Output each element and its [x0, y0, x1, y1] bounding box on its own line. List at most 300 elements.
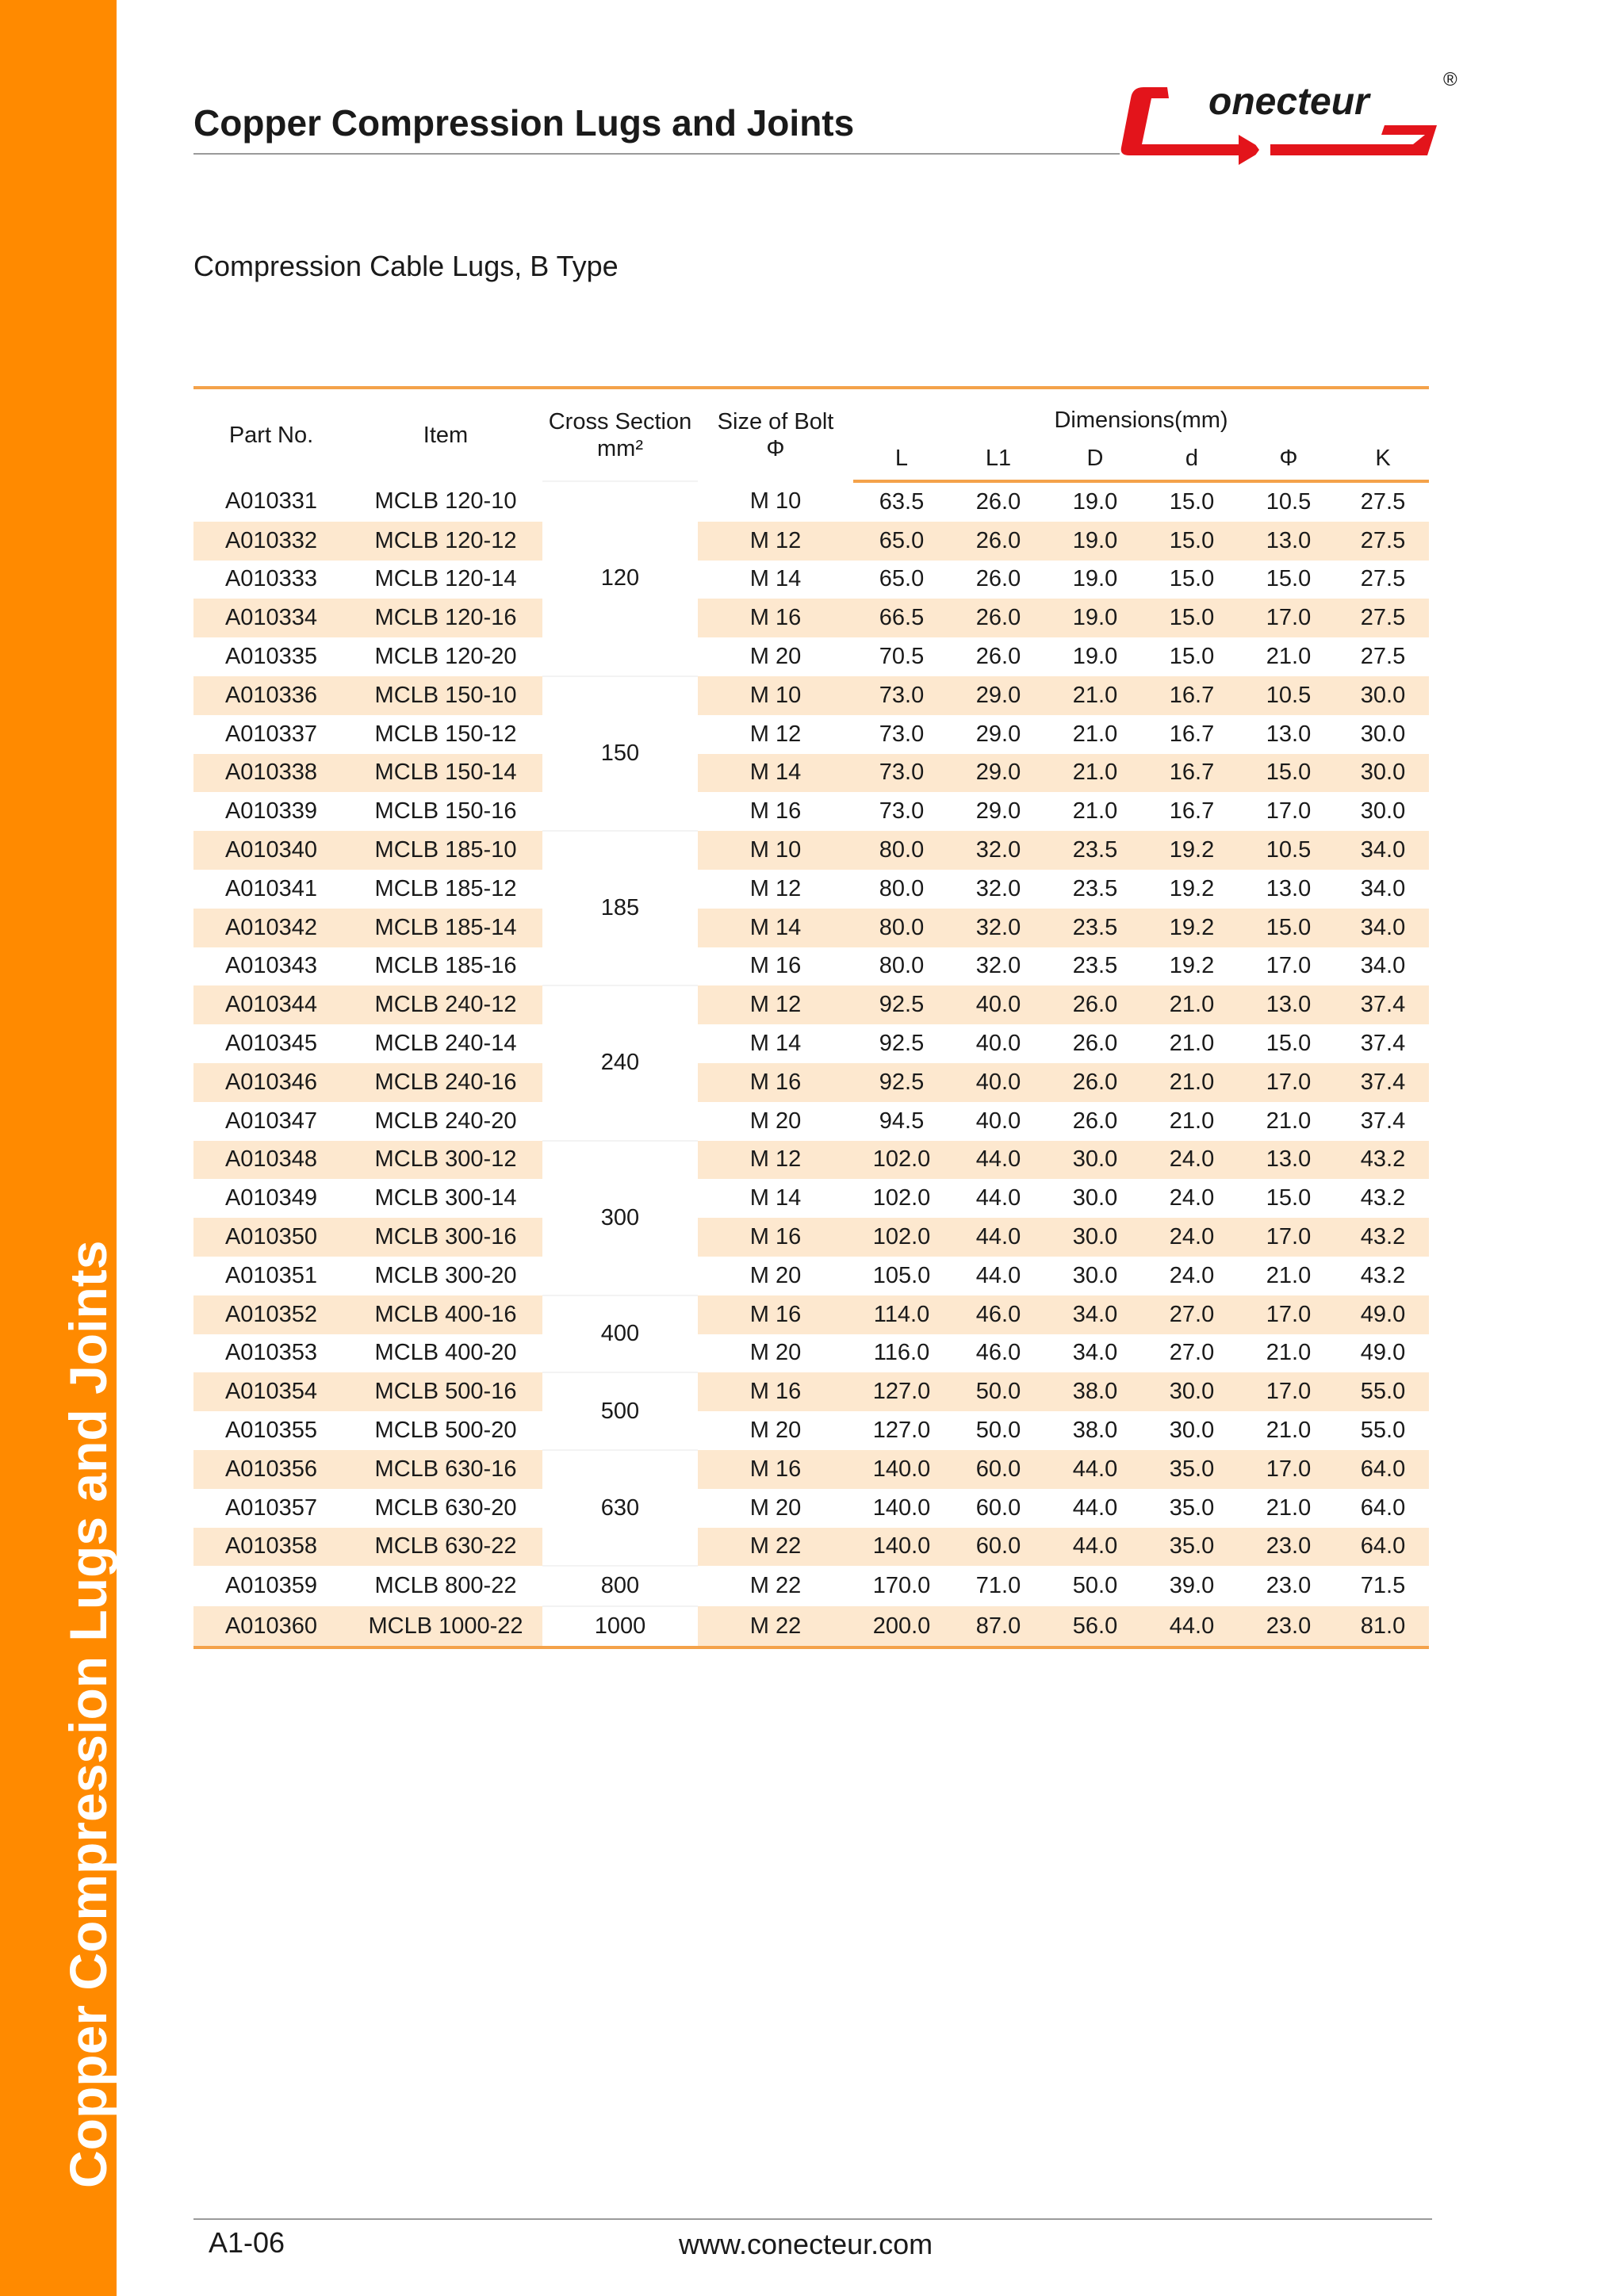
table-row: [193, 1218, 1429, 1257]
cell-dim-d-lower: 35.0: [1143, 1528, 1240, 1567]
cell-dim-l: 140.0: [853, 1528, 950, 1567]
cell-dim-k: 34.0: [1337, 909, 1429, 947]
side-banner-text: Copper Compression Lugs and Joints: [59, 1240, 117, 2188]
cell-part-no: A010345: [224, 1031, 318, 1057]
cell-dim-k: 30.0: [1337, 754, 1429, 793]
table-row: [193, 1257, 1429, 1295]
cell-part-no: A010348: [193, 1141, 349, 1180]
cell-dim-d-lower: 21.0: [1169, 1031, 1215, 1057]
cell-dim-phi: 23.0: [1240, 1528, 1337, 1567]
footer-divider: [193, 2218, 1432, 2220]
cell-dim-d-lower: 15.0: [1169, 644, 1215, 670]
header-dim-l: L: [853, 437, 950, 481]
cell-part-no: A010354: [193, 1372, 349, 1411]
table-row: [193, 831, 1429, 870]
cell-part-no: A010351: [224, 1262, 318, 1288]
cell-dim-k: 55.0: [1360, 1418, 1406, 1444]
cell-dim-l1: 32.0: [950, 831, 1047, 870]
cell-bolt: M 22: [698, 1528, 853, 1567]
cell-dim-l1: 60.0: [950, 1450, 1047, 1489]
cell-dim-phi: 17.0: [1240, 599, 1337, 637]
cell-dim-l: 94.5: [879, 1108, 925, 1134]
cell-dim-l: 92.5: [853, 985, 950, 1024]
header-divider: [193, 153, 1120, 155]
cell-dim-l1: 26.0: [975, 566, 1021, 592]
cell-dim-d-upper: 26.0: [1072, 1031, 1118, 1057]
cell-bolt: M 20: [749, 1494, 802, 1521]
cell-dim-phi: 21.0: [1266, 1108, 1312, 1134]
cell-item: MCLB 400-16: [349, 1295, 542, 1334]
header-bolt-size: [698, 388, 853, 481]
cell-dim-l: 102.0: [872, 1185, 931, 1211]
cell-dim-k: 30.0: [1360, 798, 1406, 825]
cell-part-no: A010337: [224, 721, 318, 747]
cell-item: MCLB 240-12: [349, 985, 542, 1024]
cell-dim-l1: 26.0: [975, 644, 1021, 670]
cell-dim-l1: 40.0: [975, 1108, 1021, 1134]
cell-bolt: M 20: [749, 644, 802, 670]
cell-dim-phi: 23.0: [1266, 1573, 1312, 1599]
cell-dim-phi: 10.5: [1266, 488, 1312, 515]
cell-bolt: M 16: [698, 1372, 853, 1411]
cell-cross-section: 185: [542, 831, 698, 985]
header-dim-k: K: [1337, 437, 1429, 481]
cell-dim-k: 43.2: [1337, 1218, 1429, 1257]
cell-bolt: M 12: [749, 875, 802, 901]
cell-dim-d-lower: 35.0: [1169, 1494, 1215, 1521]
cell-dim-k: 27.5: [1360, 644, 1406, 670]
cell-part-no: A010357: [224, 1494, 318, 1521]
cell-dim-l1: 71.0: [975, 1573, 1021, 1599]
cell-dim-l1: 40.0: [950, 985, 1047, 1024]
cell-dim-d-upper: 30.0: [1047, 1218, 1143, 1257]
table-row: [193, 1450, 1429, 1489]
cell-dim-phi: 17.0: [1240, 1295, 1337, 1334]
cell-item: MCLB 120-14: [374, 566, 517, 592]
header-dim-d-upper: D: [1047, 437, 1143, 481]
cell-dim-l1: 32.0: [950, 909, 1047, 947]
cell-bolt: M 16: [698, 1450, 853, 1489]
cell-dim-k: 27.5: [1360, 566, 1406, 592]
table-row: [193, 481, 1429, 522]
cell-dim-phi: 17.0: [1240, 1450, 1337, 1489]
cell-item: MCLB 120-12: [349, 522, 542, 561]
cell-dim-k: 30.0: [1337, 676, 1429, 715]
cell-bolt: M 12: [698, 522, 853, 561]
cell-dim-l: 80.0: [879, 953, 925, 979]
cell-dim-d-lower: 21.0: [1143, 1063, 1240, 1102]
cell-bolt: M 22: [698, 1606, 853, 1647]
cell-dim-k: 37.4: [1337, 1063, 1429, 1102]
cell-item: MCLB 120-16: [349, 599, 542, 637]
cell-item: MCLB 185-12: [374, 875, 517, 901]
cell-dim-k: 64.0: [1337, 1528, 1429, 1567]
cell-part-no: A010352: [193, 1295, 349, 1334]
cell-part-no: A010343: [224, 953, 318, 979]
cell-dim-d-upper: 26.0: [1047, 1063, 1143, 1102]
cell-dim-d-lower: 19.2: [1143, 909, 1240, 947]
cell-cross-section: 300: [542, 1141, 698, 1295]
cell-dim-l1: 32.0: [975, 875, 1021, 901]
cell-bolt: M 12: [698, 985, 853, 1024]
cell-bolt: M 16: [698, 1295, 853, 1334]
logo-wordmark: onecteur: [1208, 81, 1369, 123]
cell-dim-l1: 26.0: [950, 599, 1047, 637]
cell-dim-k: 71.5: [1360, 1573, 1406, 1599]
cell-dim-d-upper: 23.5: [1072, 875, 1118, 901]
cell-dim-d-lower: 24.0: [1169, 1262, 1215, 1288]
cell-item: MCLB 240-16: [349, 1063, 542, 1102]
cell-part-no: A010359: [224, 1573, 318, 1599]
cell-dim-l: 105.0: [872, 1262, 931, 1288]
spec-table-body: [193, 481, 1429, 1647]
cell-item: MCLB 150-16: [374, 798, 517, 825]
cell-dim-l: 65.0: [879, 566, 925, 592]
cell-dim-d-upper: 30.0: [1072, 1185, 1118, 1211]
cell-dim-k: 30.0: [1360, 721, 1406, 747]
cell-dim-l: 73.0: [853, 676, 950, 715]
cell-dim-d-lower: 16.7: [1143, 754, 1240, 793]
cell-part-no: A010355: [224, 1418, 318, 1444]
cell-item: MCLB 300-20: [374, 1262, 517, 1288]
cell-item: MCLB 300-14: [374, 1185, 517, 1211]
table-row: [193, 947, 1429, 986]
cell-bolt: M 16: [698, 1063, 853, 1102]
cell-part-no: A010356: [193, 1450, 349, 1489]
cell-bolt: M 14: [698, 909, 853, 947]
cell-item: MCLB 240-20: [374, 1108, 517, 1134]
cell-dim-l: 73.0: [853, 754, 950, 793]
cell-dim-l1: 60.0: [975, 1494, 1021, 1521]
cell-dim-phi: 21.0: [1266, 1418, 1312, 1444]
cell-dim-d-upper: 44.0: [1047, 1528, 1143, 1567]
cell-item: MCLB 150-14: [349, 754, 542, 793]
cell-dim-d-upper: 21.0: [1047, 676, 1143, 715]
cell-cross-section: 630: [542, 1450, 698, 1566]
cell-dim-l1: 87.0: [950, 1606, 1047, 1647]
table-row: [193, 1334, 1429, 1373]
table-row: [193, 1295, 1429, 1334]
cell-item: MCLB 1000-22: [349, 1606, 542, 1647]
cell-dim-phi: 21.0: [1266, 1340, 1312, 1366]
cell-dim-d-upper: 30.0: [1047, 1141, 1143, 1180]
cell-bolt: M 14: [749, 1031, 802, 1057]
cell-dim-d-upper: 21.0: [1047, 754, 1143, 793]
cell-dim-k: 43.2: [1360, 1185, 1406, 1211]
cell-dim-d-lower: 27.0: [1169, 1340, 1215, 1366]
cell-item: MCLB 185-14: [349, 909, 542, 947]
cell-dim-l: 140.0: [872, 1494, 931, 1521]
cell-bolt: M 20: [749, 1262, 802, 1288]
cell-dim-d-upper: 26.0: [1047, 985, 1143, 1024]
cell-dim-l: 200.0: [853, 1606, 950, 1647]
cell-dim-l: 80.0: [853, 909, 950, 947]
cell-dim-k: 37.4: [1337, 985, 1429, 1024]
cell-dim-d-lower: 19.2: [1169, 875, 1215, 901]
cell-item: MCLB 300-16: [349, 1218, 542, 1257]
cell-dim-phi: 21.0: [1266, 644, 1312, 670]
cell-dim-l1: 44.0: [975, 1262, 1021, 1288]
cell-dim-l: 102.0: [853, 1141, 950, 1180]
cell-dim-l1: 46.0: [950, 1295, 1047, 1334]
cell-dim-l: 80.0: [879, 875, 925, 901]
cell-dim-d-lower: 15.0: [1143, 599, 1240, 637]
cell-dim-d-upper: 19.0: [1072, 488, 1118, 515]
table-row: [193, 1606, 1429, 1647]
cell-dim-l: 114.0: [853, 1295, 950, 1334]
spec-table-container: [193, 386, 1429, 1649]
cell-part-no: A010353: [224, 1340, 318, 1366]
cell-dim-l1: 46.0: [975, 1340, 1021, 1366]
table-row: [193, 909, 1429, 947]
cell-dim-l1: 44.0: [950, 1218, 1047, 1257]
header-part-no: Part No.: [193, 388, 349, 481]
cell-dim-l: 116.0: [873, 1340, 930, 1366]
cell-dim-l1: 26.0: [950, 522, 1047, 561]
spec-table: [193, 386, 1429, 1649]
table-row: [193, 637, 1429, 676]
cell-dim-d-upper: 34.0: [1072, 1340, 1118, 1366]
cell-part-no: A010358: [193, 1528, 349, 1567]
cell-bolt: M 14: [749, 1185, 802, 1211]
cell-dim-k: 55.0: [1337, 1372, 1429, 1411]
cell-item: MCLB 400-20: [374, 1340, 517, 1366]
cell-dim-d-lower: 44.0: [1143, 1606, 1240, 1647]
cell-part-no: A010341: [224, 875, 318, 901]
cell-dim-l: 127.0: [853, 1372, 950, 1411]
cell-dim-d-upper: 34.0: [1047, 1295, 1143, 1334]
cell-dim-d-upper: 38.0: [1072, 1418, 1118, 1444]
cell-cross-section: 150: [542, 676, 698, 831]
table-row: [193, 754, 1429, 793]
table-row: [193, 985, 1429, 1024]
cell-part-no: A010339: [224, 798, 318, 825]
cell-bolt: M 16: [698, 1218, 853, 1257]
side-banner: [0, 0, 117, 2296]
cell-dim-k: 37.4: [1360, 1031, 1406, 1057]
cell-dim-l1: 50.0: [950, 1372, 1047, 1411]
cell-dim-d-lower: 30.0: [1169, 1418, 1215, 1444]
cell-dim-d-upper: 21.0: [1072, 721, 1118, 747]
cell-dim-phi: 10.5: [1240, 831, 1337, 870]
cell-dim-l1: 44.0: [975, 1185, 1021, 1211]
cell-item: MCLB 120-20: [374, 644, 517, 670]
cell-dim-l: 70.5: [879, 644, 925, 670]
cell-dim-d-lower: 15.0: [1169, 566, 1215, 592]
cell-part-no: A010349: [224, 1185, 318, 1211]
cell-item: MCLB 185-16: [374, 953, 517, 979]
cell-dim-d-upper: 26.0: [1072, 1108, 1118, 1134]
cell-dim-d-lower: 16.7: [1169, 721, 1215, 747]
cell-dim-d-upper: 50.0: [1072, 1573, 1118, 1599]
cell-dim-d-upper: 19.0: [1047, 522, 1143, 561]
cell-item: MCLB 500-20: [374, 1418, 517, 1444]
cell-dim-k: 27.5: [1337, 599, 1429, 637]
header-dim-phi: Φ: [1240, 437, 1337, 481]
cell-cross-section: 500: [542, 1372, 698, 1450]
cell-dim-k: 64.0: [1360, 1494, 1406, 1521]
table-row: [193, 792, 1429, 831]
cell-dim-k: 27.5: [1360, 488, 1406, 515]
table-row: [193, 561, 1429, 599]
conecteur-logo: [1120, 62, 1469, 173]
cell-dim-d-lower: 24.0: [1169, 1185, 1215, 1211]
cell-dim-phi: 17.0: [1240, 1063, 1337, 1102]
cell-dim-l1: 44.0: [950, 1141, 1047, 1180]
cell-dim-d-lower: 16.7: [1143, 676, 1240, 715]
table-row: [193, 1489, 1429, 1528]
cell-dim-l1: 32.0: [975, 953, 1021, 979]
cell-dim-k: 34.0: [1360, 953, 1406, 979]
cell-dim-d-lower: 39.0: [1169, 1573, 1215, 1599]
cell-dim-l: 92.5: [879, 1031, 925, 1057]
cell-bolt: M 20: [749, 1108, 802, 1134]
cell-item: MCLB 300-12: [349, 1141, 542, 1180]
cell-item: MCLB 500-16: [349, 1372, 542, 1411]
cell-part-no: A010350: [193, 1218, 349, 1257]
cell-bolt: M 10: [749, 488, 802, 514]
cell-bolt: M 16: [749, 798, 802, 825]
cell-part-no: A010340: [193, 831, 349, 870]
website-link[interactable]: www.conecteur.com: [679, 2228, 933, 2260]
cell-part-no: A010360: [193, 1606, 349, 1647]
cell-dim-k: 34.0: [1337, 831, 1429, 870]
cell-dim-l: 73.0: [879, 721, 925, 747]
cell-dim-d-upper: 19.0: [1047, 599, 1143, 637]
cell-item: MCLB 630-22: [349, 1528, 542, 1567]
table-row: [193, 1528, 1429, 1567]
cell-item: MCLB 240-14: [374, 1031, 517, 1057]
cell-dim-l1: 26.0: [975, 488, 1021, 515]
cell-dim-l: 73.0: [879, 798, 925, 825]
cell-dim-l: 127.0: [872, 1418, 931, 1444]
cell-dim-l1: 29.0: [975, 721, 1021, 747]
section-subtitle: Compression Cable Lugs, B Type: [193, 250, 619, 282]
table-row: [193, 1102, 1429, 1141]
cell-part-no: A010332: [193, 522, 349, 561]
cell-dim-k: 43.2: [1337, 1141, 1429, 1180]
table-row: [193, 870, 1429, 909]
table-row: [193, 1411, 1429, 1450]
cell-bolt: M 20: [749, 1418, 802, 1444]
cell-dim-d-lower: 35.0: [1143, 1450, 1240, 1489]
cell-item: MCLB 150-10: [349, 676, 542, 715]
cell-bolt: M 16: [698, 599, 853, 637]
cell-bolt: M 14: [749, 566, 802, 592]
cell-dim-phi: 15.0: [1266, 1185, 1312, 1211]
header-bolt-line2: Φ: [766, 436, 785, 461]
cell-bolt: M 12: [698, 1141, 853, 1180]
cell-dim-k: 27.5: [1337, 522, 1429, 561]
cell-dim-phi: 13.0: [1240, 985, 1337, 1024]
header-item: Item: [349, 388, 542, 481]
cell-bolt: M 20: [749, 1340, 802, 1366]
header-dim-d-lower: d: [1143, 437, 1240, 481]
table-row: [193, 715, 1429, 754]
table-row: [193, 1024, 1429, 1063]
cell-part-no: A010344: [193, 985, 349, 1024]
cell-dim-l1: 50.0: [975, 1418, 1021, 1444]
cell-dim-l1: 29.0: [950, 676, 1047, 715]
cell-dim-phi: 15.0: [1266, 566, 1312, 592]
cell-dim-phi: 13.0: [1266, 875, 1312, 901]
table-row: [193, 1063, 1429, 1102]
cell-dim-phi: 10.5: [1240, 676, 1337, 715]
cell-dim-phi: 15.0: [1266, 1031, 1312, 1057]
cell-part-no: A010334: [193, 599, 349, 637]
header-cross-section: [542, 388, 698, 481]
cell-dim-phi: 17.0: [1240, 1372, 1337, 1411]
cell-part-no: A010336: [193, 676, 349, 715]
cell-item: MCLB 120-10: [374, 488, 517, 514]
cell-dim-d-lower: 19.2: [1143, 831, 1240, 870]
cell-dim-l: 66.5: [853, 599, 950, 637]
page-title: Copper Compression Lugs and Joints: [193, 102, 855, 144]
table-row: [193, 522, 1429, 561]
cell-item: MCLB 630-16: [349, 1450, 542, 1489]
table-row: [193, 1141, 1429, 1180]
cell-dim-phi: 15.0: [1240, 909, 1337, 947]
cell-dim-d-upper: 23.5: [1072, 953, 1118, 979]
cell-dim-d-lower: 24.0: [1143, 1141, 1240, 1180]
cell-dim-d-upper: 23.5: [1047, 909, 1143, 947]
cell-dim-d-lower: 30.0: [1143, 1372, 1240, 1411]
cell-dim-phi: 17.0: [1266, 798, 1312, 825]
cell-item: MCLB 185-10: [349, 831, 542, 870]
cell-dim-k: 37.4: [1360, 1108, 1406, 1134]
cell-item: MCLB 150-12: [374, 721, 517, 747]
cell-cross-section: 240: [542, 985, 698, 1140]
header-dim-l1: L1: [950, 437, 1047, 481]
cell-dim-phi: 23.0: [1240, 1606, 1337, 1647]
cell-dim-phi: 17.0: [1266, 953, 1312, 979]
cell-dim-d-upper: 19.0: [1072, 644, 1118, 670]
cell-dim-d-upper: 30.0: [1072, 1262, 1118, 1288]
cell-part-no: A010331: [224, 488, 318, 514]
cell-cross-section: 120: [542, 481, 698, 676]
cell-dim-l1: 40.0: [950, 1063, 1047, 1102]
cell-item: MCLB 800-22: [374, 1573, 517, 1599]
cell-bolt: M 10: [698, 831, 853, 870]
cell-part-no: A010347: [224, 1108, 318, 1134]
cell-dim-k: 43.2: [1360, 1262, 1406, 1288]
cell-part-no: A010342: [193, 909, 349, 947]
cell-part-no: A010335: [224, 644, 318, 670]
header-dimensions: Dimensions(mm): [853, 388, 1429, 437]
cell-dim-phi: 15.0: [1240, 754, 1337, 793]
cell-dim-k: 64.0: [1337, 1450, 1429, 1489]
cell-dim-d-lower: 21.0: [1143, 985, 1240, 1024]
cell-dim-l: 140.0: [853, 1450, 950, 1489]
cell-dim-d-lower: 15.0: [1169, 488, 1215, 515]
table-row: [193, 1566, 1429, 1606]
cell-dim-l: 170.0: [872, 1573, 931, 1599]
cell-dim-d-upper: 19.0: [1072, 566, 1118, 592]
cell-bolt: M 16: [749, 953, 802, 979]
table-row: [193, 676, 1429, 715]
table-row: [193, 1372, 1429, 1411]
cell-dim-l: 65.0: [853, 522, 950, 561]
cell-dim-phi: 13.0: [1240, 522, 1337, 561]
cell-dim-l: 63.5: [879, 488, 925, 515]
cell-bolt: M 10: [698, 676, 853, 715]
cell-cross-section: 1000: [542, 1606, 698, 1647]
cell-dim-d-upper: 21.0: [1072, 798, 1118, 825]
registered-mark: ®: [1443, 69, 1457, 90]
cell-dim-d-upper: 44.0: [1072, 1494, 1118, 1521]
cell-bolt: M 12: [749, 721, 802, 747]
cell-dim-k: 81.0: [1337, 1606, 1429, 1647]
